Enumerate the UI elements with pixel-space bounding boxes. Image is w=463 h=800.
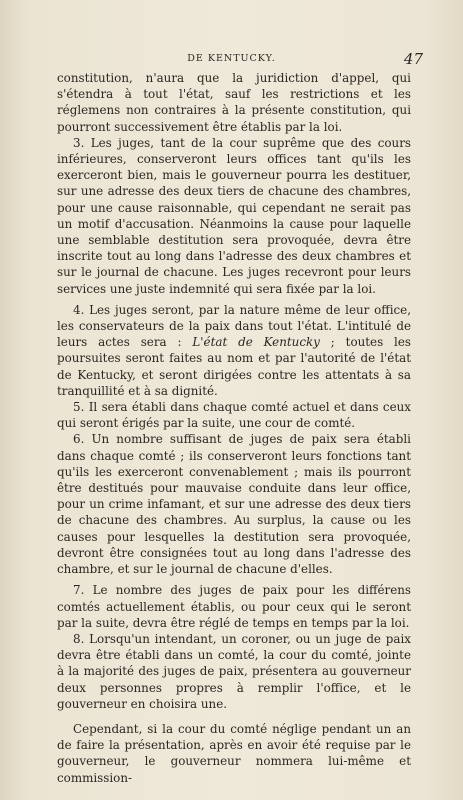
article-4-text-before: 4. Les juges seront, par la nature même de leur office, les conservateurs de la paix dans tout l'état. L'intitulé de leurs actes sera : xyxy=(57,302,411,350)
paragraph-article-6: 6. Un nombre suffisant de juges de paix sera établi dans chaque comté ; ils conserveront leurs fonctions tant qu'ils les exerceront convenablement ; mais ils pourront être destitués pour mauvaise conduite dans leur office, pour un crime infamant, et sur une adresse des deux tiers de chacune des chambres. Au surplus, la cause ou les causes pour lesquelles la destitution sera provoquée, devront être consignées tout au long dans l'adresse des chambre, et sur le journal de chacune d'elles. xyxy=(57,432,411,577)
paragraph-article-4 xyxy=(57,302,411,399)
running-head: DE KENTUCKY. xyxy=(187,53,276,64)
paragraph-cependant: Cependant, si la cour du comté néglige pendant un an de faire la présentation, après en avoir été requise par le gouverneur, le gouverneur nommera lui-même et commission- xyxy=(57,721,411,785)
article-4-italic-title: L'état de Kentucky xyxy=(192,335,320,350)
paragraph-article-3: 3. Les juges, tant de la cour suprême que des cours inférieures, conserveront leurs offices tant qu'ils les exerceront bien, mais le gouverneur pourra les destituer, sur une adresse des deux tiers de chacune des chambres, pour une cause raisonnable, qui cependant ne serait pas un motif d'accusation. Néanmoins la cause pour laquelle une semblable destitution sera provoquée, devra être inscrite tout au long dans l'adresse des deux chambres et sur le journal de chacune. Les juges recevront pour leurs services une juste indemnité qui sera fixée par la loi. xyxy=(57,135,411,296)
page-number: 47 xyxy=(403,50,423,68)
page-header xyxy=(0,50,463,70)
paragraph-article-7: 7. Le nombre des juges de paix pour les différens comtés actuellement établis, ou pour ceux qui le seront par la suite, devra être réglé de temps en temps par la loi. xyxy=(57,583,411,630)
paragraph-continuation: constitution, n'aura que la juridiction d'appel, qui s'étendra à tout l'état, sauf les restrictions et les réglemens non contraires à la présente constitution, qui pourront successivement être établis par la loi. xyxy=(57,71,411,134)
body-text xyxy=(57,70,411,786)
paragraph-article-5: 5. Il sera établi dans chaque comté actuel et dans ceux qui seront érigés par la suite, une cour de comté. xyxy=(57,400,411,431)
article-4-text-after: ; toutes les poursuites seront faites au nom et par l'autorité de l'état de Kentucky, et seront dirigées contre les attentats à sa tranquillité et à sa dignité. xyxy=(57,335,411,398)
paragraph-article-8: 8. Lorsqu'un intendant, un coroner, ou un juge de paix devra être établi dans un comté, la cour du comté, jointe à la majorité des juges de paix, présentera au gouverneur deux personnes propres à remplir l'office, et le gouverneur en choisira une. xyxy=(57,631,411,711)
